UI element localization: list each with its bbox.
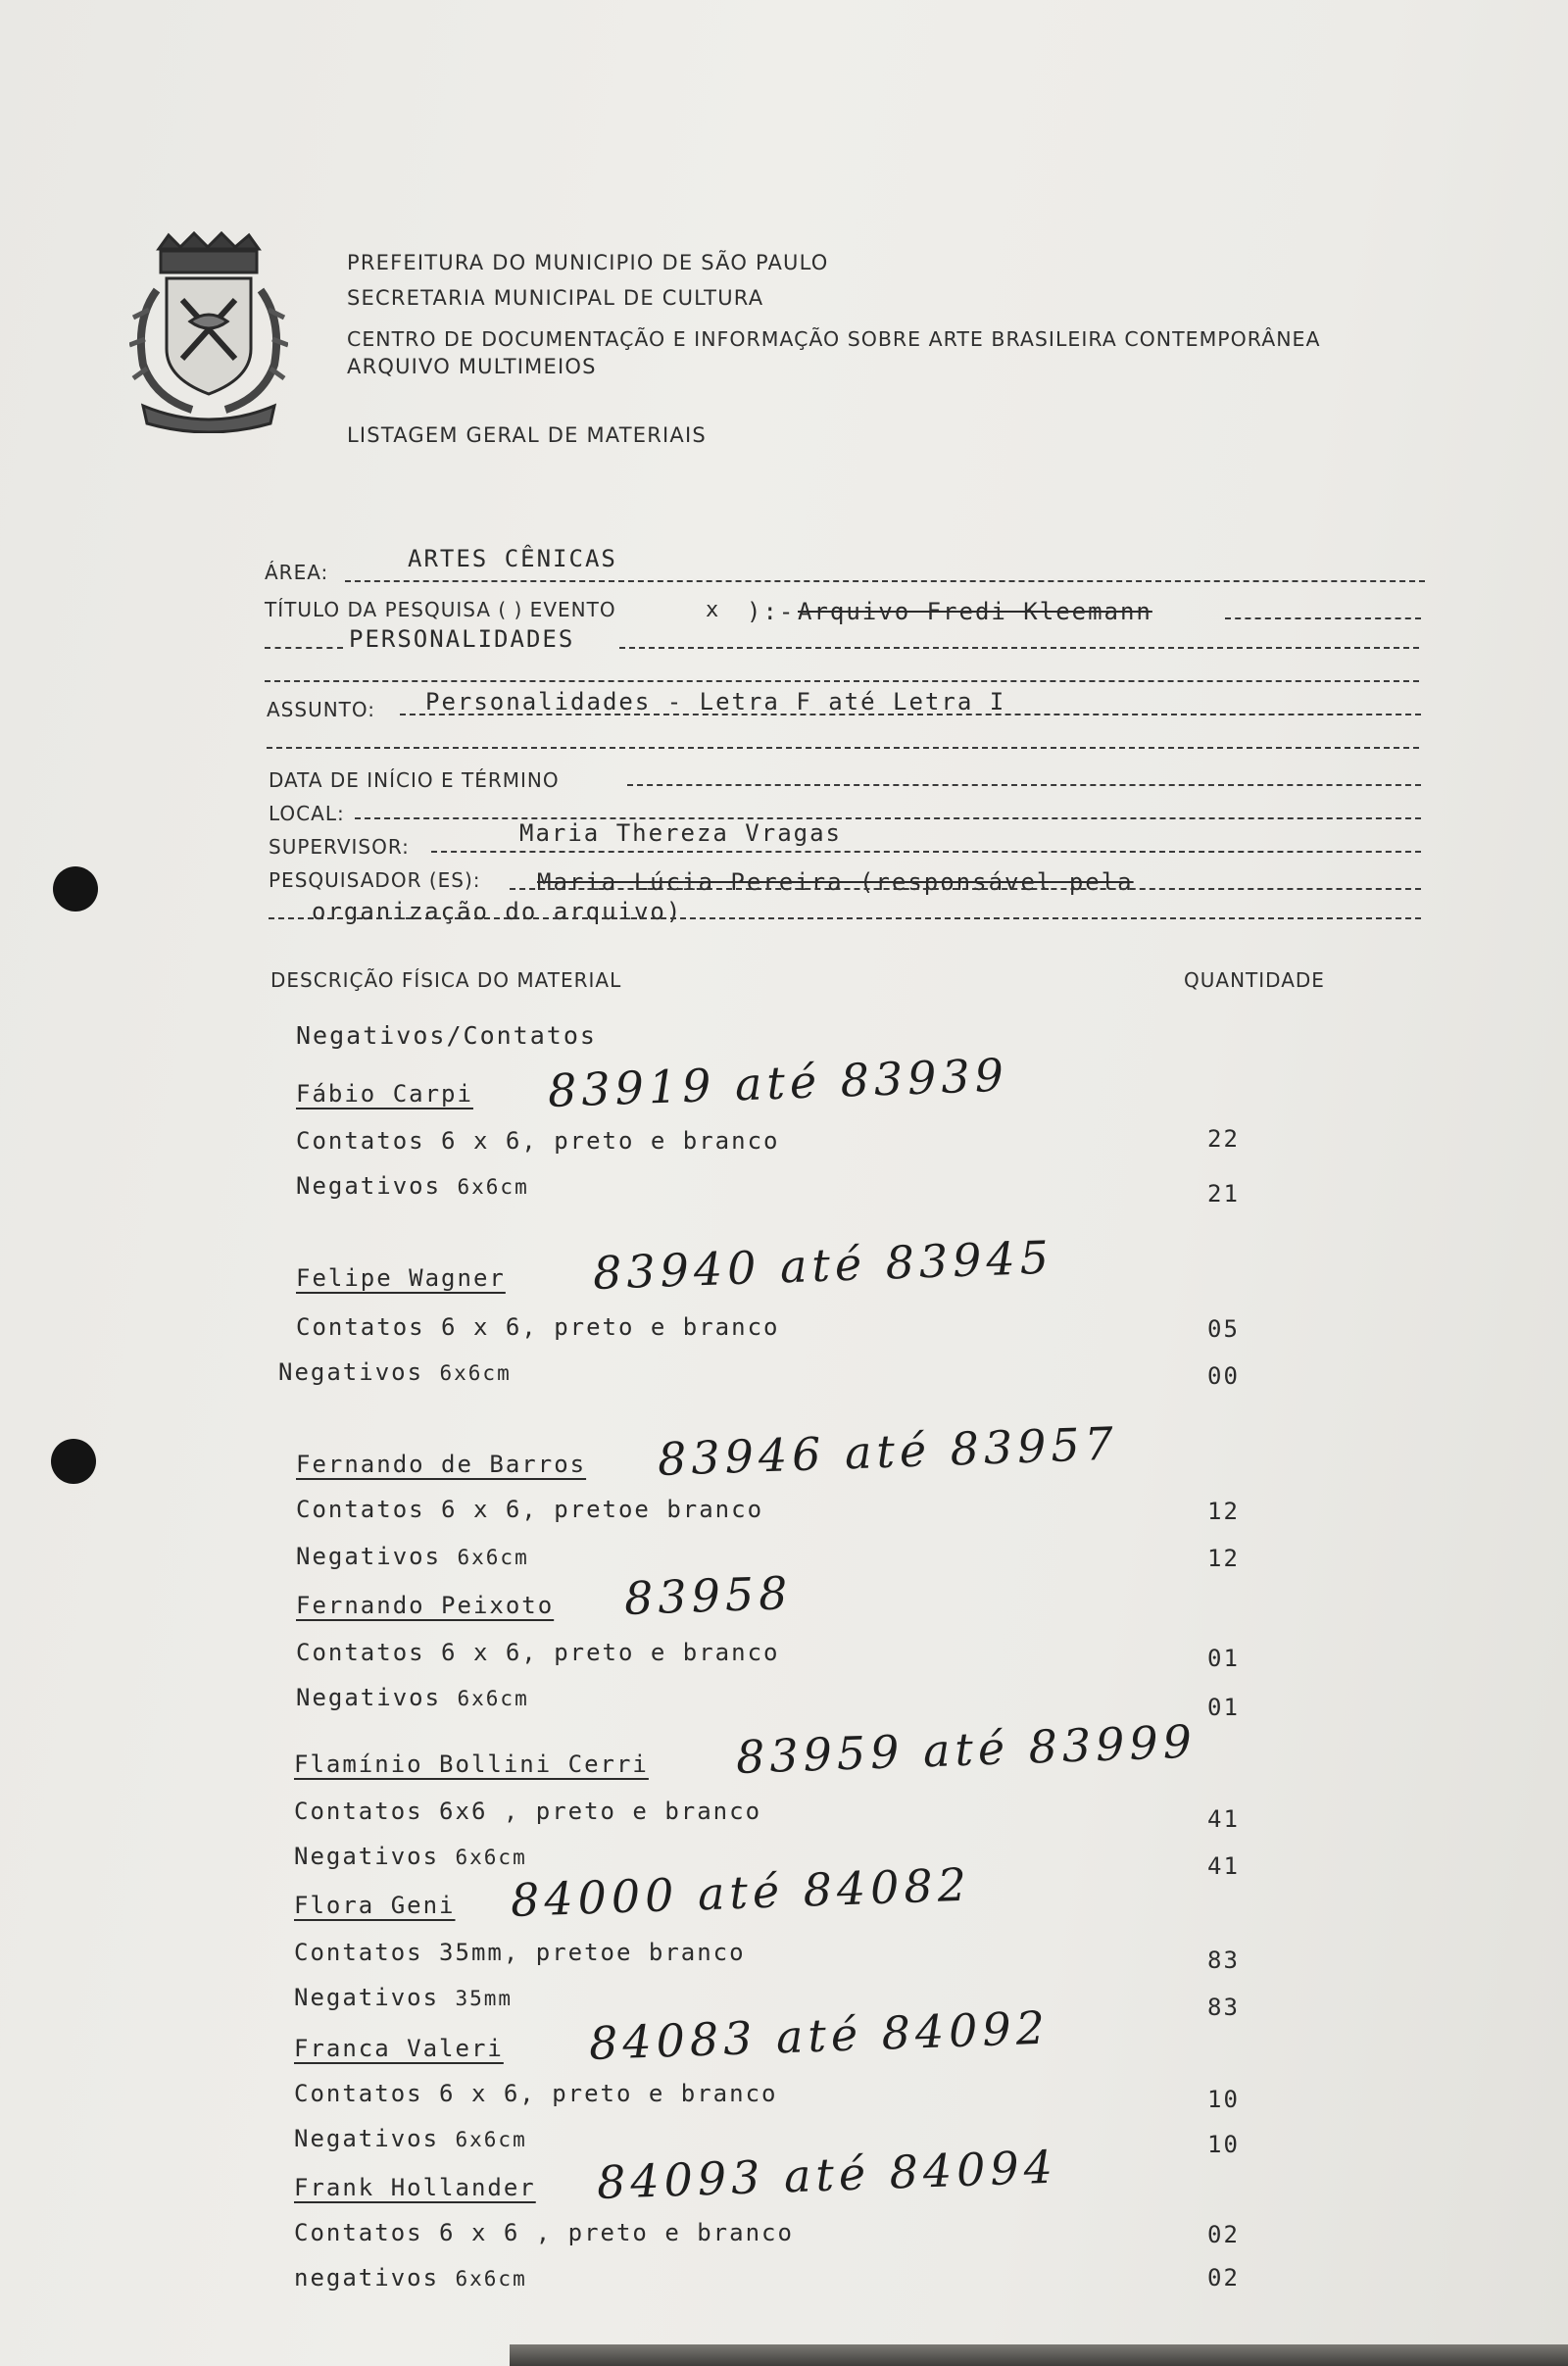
titulo-line [1225,617,1421,619]
negativos-size: 6x6cm [457,1175,529,1199]
handwritten-range: 84093 até 84094 [596,2140,1058,2209]
contatos-qty: 41 [1207,1805,1240,1833]
person-name: Fernando de Barros [296,1451,587,1478]
binder-hole-top [53,866,98,912]
person-name: Flamínio Bollini Cerri [294,1750,649,1778]
handwritten-range: 83919 até 83939 [547,1048,1009,1117]
negativos-size: 6x6cm [455,2267,527,2291]
negativos-label: Negativos [296,1684,442,1711]
pesquisador-line [510,888,1421,890]
pesquisador-line-2 [269,917,1421,919]
pesquisador-value: Maria Lúcia Pereira (responsável pela [537,868,1134,896]
negativos-qty: 01 [1207,1694,1240,1721]
assunto-line-2 [267,747,1419,749]
list-item [0,1230,1568,1409]
negativos-label: Negativos [294,1984,440,2011]
list-item [0,1048,1568,1225]
negativos-line [296,1172,529,1200]
evento-checkmark: x [706,598,721,622]
area-label: ÁREA: [265,561,329,584]
person-name: Felipe Wagner [296,1264,506,1292]
contatos-qty: 83 [1207,1947,1240,1974]
contatos-line: Contatos 6 x 6, preto e branco [296,1313,780,1341]
person-name: Fernando Peixoto [296,1592,555,1619]
person-name: Frank Hollander [294,2174,536,2201]
negativos-size: 6x6cm [457,1687,529,1710]
contatos-line: Contatos 6 x 6, pretoe branco [296,1496,764,1523]
contatos-line: Contatos 6 x 6, preto e branco [294,2080,778,2107]
contatos-qty: 10 [1207,2086,1240,2113]
negativos-size: 6x6cm [455,1846,527,1869]
contatos-qty: 05 [1207,1315,1240,1343]
form-title: LISTAGEM GERAL DE MATERIAIS [347,423,707,447]
negativos-line [296,1543,529,1570]
assunto-value: Personalidades - Letra F até Letra I [425,688,1006,715]
sao-paulo-coat-of-arms [129,231,288,433]
contatos-qty: 02 [1207,2221,1240,2248]
contatos-line: Contatos 6 x 6, preto e branco [296,1639,780,1666]
handwritten-range: 84083 até 84092 [588,2000,1051,2070]
negativos-line [294,1984,513,2011]
person-name: Fábio Carpi [296,1080,473,1108]
negativos-size: 35mm [455,1987,514,2010]
person-name: Flora Geni [294,1892,456,1919]
page-bottom-shadow [510,2344,1568,2366]
negativos-label: Negativos [296,1172,442,1200]
negativos-size: 6x6cm [457,1546,529,1569]
negativos-qty: 21 [1207,1180,1240,1208]
data-line [627,784,1421,786]
contatos-line: Contatos 35mm, pretoe branco [294,1939,746,1966]
area-line [345,580,1425,582]
materials-subtitle: Negativos/Contatos [296,1021,597,1050]
contatos-qty: 01 [1207,1645,1240,1672]
negativos-label: Negativos [296,1543,442,1570]
negativos-qty: 41 [1207,1852,1240,1880]
list-item [0,1566,1568,1737]
handwritten-range: 83940 até 83945 [592,1230,1054,1300]
contatos-line: Contatos 6x6 , preto e branco [294,1798,762,1825]
negativos-line [294,1843,527,1870]
handwritten-range: 83946 até 83957 [657,1416,1119,1486]
area-value: ARTES CÊNICAS [408,545,617,572]
titulo-separator: ):- [747,598,796,625]
contatos-qty: 22 [1207,1125,1240,1153]
supervisor-value: Maria Thereza Vragas [519,819,842,847]
handwritten-range: 83959 até 83999 [735,1714,1198,1784]
negativos-label: Negativos [294,1843,440,1870]
titulo-line-3 [265,680,1419,682]
negativos-qty: 10 [1207,2131,1240,2158]
titulo-label: TÍTULO DA PESQUISA ( ) EVENTO [265,598,616,621]
negativos-line [278,1358,512,1386]
header-secretaria: SECRETARIA MUNICIPAL DE CULTURA [347,286,764,310]
titulo-line-2a [265,647,343,649]
supervisor-line [431,851,1421,853]
supervisor-label: SUPERVISOR: [269,835,410,859]
contatos-line: Contatos 6 x 6, preto e branco [296,1127,780,1155]
qty-header: QUANTIDADE [1184,968,1325,992]
titulo-value: Arquivo Fredi Kleemann [798,598,1152,625]
negativos-label: Negativos [294,2125,440,2152]
negativos-line [296,1684,529,1711]
local-line [355,817,1421,819]
titulo-value-cont: PERSONALIDADES [349,625,575,653]
negativos-qty: 00 [1207,1362,1240,1390]
handwritten-range: 83958 [623,1566,794,1625]
negativos-line [294,2264,527,2292]
handwritten-range: 84000 até 84082 [510,1857,972,1927]
header-centro: CENTRO DE DOCUMENTAÇÃO E INFORMAÇÃO SOBRE ARTE BRASILEIRA CONTEMPORÂNEA [347,327,1321,351]
negativos-qty: 02 [1207,2264,1240,2292]
titulo-line-2b [619,647,1419,649]
negativos-size: 6x6cm [455,2128,527,2151]
negativos-qty: 83 [1207,1994,1240,2021]
binder-hole-bottom [51,1439,96,1484]
desc-header: DESCRIÇÃO FÍSICA DO MATERIAL [270,968,622,992]
negativos-label: negativos [294,2264,440,2292]
contatos-qty: 12 [1207,1498,1240,1525]
assunto-line [400,714,1421,715]
negativos-size: 6x6cm [439,1361,512,1385]
negativos-label: Negativos [278,1358,424,1386]
negativos-qty: 12 [1207,1545,1240,1572]
header-prefeitura: PREFEITURA DO MUNICIPIO DE SÃO PAULO [347,251,829,274]
data-label: DATA DE INÍCIO E TÉRMINO [269,768,560,792]
contatos-line: Contatos 6 x 6 , preto e branco [294,2219,794,2246]
person-name: Franca Valeri [294,2035,504,2062]
pesquisador-label: PESQUISADOR (ES): [269,868,481,892]
assunto-label: ASSUNTO: [267,698,376,721]
pesquisador-value-cont: organização do arquivo) [312,898,683,925]
local-label: LOCAL: [269,802,345,825]
negativos-line [294,2125,527,2152]
header-arquivo: ARQUIVO MULTIMEIOS [347,355,597,378]
